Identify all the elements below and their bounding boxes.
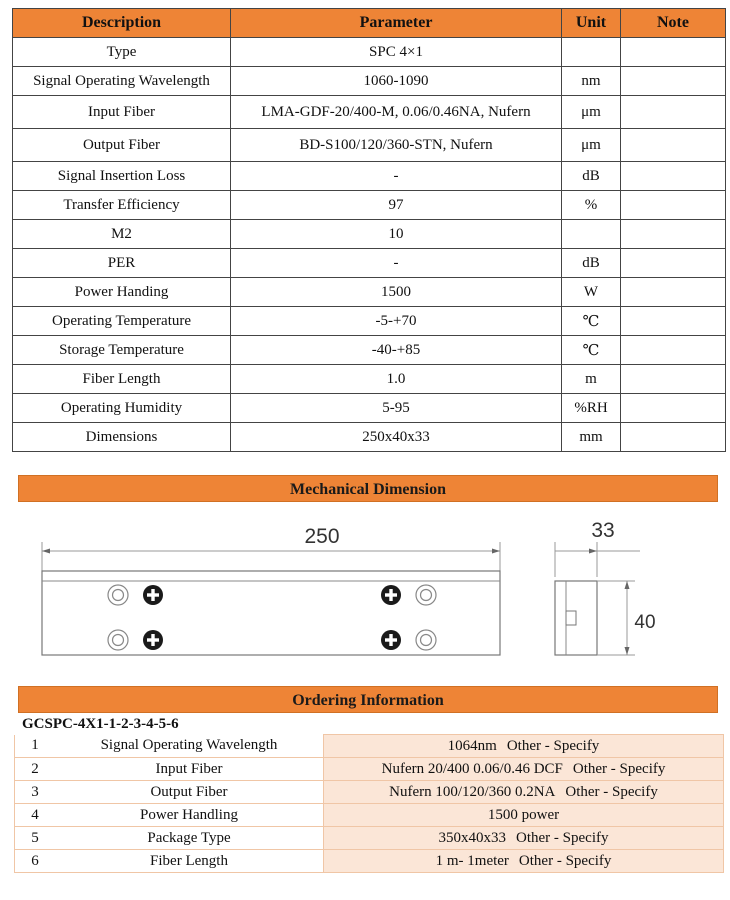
ordering-item: Package Type <box>55 827 324 850</box>
spec-parameter-cell: 10 <box>231 220 562 249</box>
spec-description-cell: Power Handing <box>13 278 231 307</box>
spec-description-cell: Transfer Efficiency <box>13 191 231 220</box>
spec-row <box>13 394 726 423</box>
height-arrow-bottom <box>625 647 630 655</box>
spec-unit-cell: W <box>562 278 621 307</box>
ordering-row <box>15 827 724 850</box>
ordering-value-cell <box>324 850 724 873</box>
spec-parameter-cell: 250x40x33 <box>231 423 562 452</box>
spec-description-cell: Storage Temperature <box>13 336 231 365</box>
ordering-number: 3 <box>15 781 56 804</box>
spec-description-cell: Operating Humidity <box>13 394 231 423</box>
spec-parameter-cell: 1.0 <box>231 365 562 394</box>
spec-note-cell <box>621 394 726 423</box>
spec-row <box>13 423 726 452</box>
depth-label: 33 <box>591 519 615 542</box>
ordering-value: 1064nm <box>447 737 497 754</box>
spec-table <box>12 8 726 452</box>
spec-row <box>13 191 726 220</box>
spec-unit-cell: % <box>562 191 621 220</box>
spec-unit-cell: dB <box>562 249 621 278</box>
ordering-value-cell <box>324 781 724 804</box>
spec-parameter-cell: -40-+85 <box>231 336 562 365</box>
ordering-row <box>15 781 724 804</box>
spec-parameter-cell: -5-+70 <box>231 307 562 336</box>
ordering-other: Other - Specify <box>506 737 600 754</box>
spec-description-cell: Fiber Length <box>13 365 231 394</box>
ordering-number: 5 <box>15 827 56 850</box>
ordering-item: Input Fiber <box>55 758 324 781</box>
arrow-right <box>492 549 500 554</box>
ordering-other: Other - Specify <box>572 760 666 777</box>
spec-row <box>13 96 726 129</box>
spec-description-cell: M2 <box>13 220 231 249</box>
ordering-value: Nufern 20/400 0.06/0.46 DCF <box>381 760 563 777</box>
spec-description-cell: Operating Temperature <box>13 307 231 336</box>
ordering-item: Fiber Length <box>55 850 324 873</box>
header-description: Description <box>13 9 231 38</box>
mechanical-dimension-bar: Mechanical Dimension <box>18 475 718 502</box>
ordering-other: Other - Specify <box>516 829 609 846</box>
ordering-other: Other - Specify <box>565 783 658 800</box>
spec-unit-cell: nm <box>562 67 621 96</box>
ordering-row <box>15 758 724 781</box>
spec-description-cell: Input Fiber <box>13 96 231 129</box>
spec-row <box>13 365 726 394</box>
spec-unit-cell <box>562 38 621 67</box>
spec-unit-cell: dB <box>562 162 621 191</box>
spec-parameter-cell: 1060-1090 <box>231 67 562 96</box>
spec-row <box>13 278 726 307</box>
spec-unit-cell <box>562 220 621 249</box>
ordering-value-cell <box>324 758 724 781</box>
spec-parameter-cell: - <box>231 162 562 191</box>
ordering-row <box>15 850 724 873</box>
spec-parameter-cell: 97 <box>231 191 562 220</box>
height-arrow-top <box>625 581 630 589</box>
length-label: 250 <box>304 525 340 548</box>
ordering-number: 4 <box>15 804 56 827</box>
spec-description-cell: Type <box>13 38 231 67</box>
mounting-hole <box>108 585 128 605</box>
spec-note-cell <box>621 191 726 220</box>
spec-note-cell <box>621 220 726 249</box>
spec-note-cell <box>621 336 726 365</box>
spec-row <box>13 307 726 336</box>
ordering-value-cell <box>324 735 724 758</box>
ordering-row <box>15 735 724 758</box>
spec-row <box>13 67 726 96</box>
ordering-item: Output Fiber <box>55 781 324 804</box>
spec-note-cell <box>621 129 726 162</box>
ordering-code: GCSPC-4X1-1-2-3-4-5-6 <box>22 716 179 732</box>
screw-icon <box>381 585 401 605</box>
spec-note-cell <box>621 38 726 67</box>
spec-parameter-cell: LMA-GDF-20/400-M, 0.06/0.46NA, Nufern <box>231 96 562 129</box>
spec-note-cell <box>621 162 726 191</box>
ordering-number: 2 <box>15 758 56 781</box>
spec-note-cell <box>621 249 726 278</box>
spec-description-cell: Dimensions <box>13 423 231 452</box>
depth-arrow <box>589 549 597 554</box>
ordering-information-bar: Ordering Information <box>18 686 718 713</box>
spec-header-row <box>13 9 726 38</box>
spec-unit-cell: ℃ <box>562 307 621 336</box>
ordering-number: 6 <box>15 850 56 873</box>
screw-icon <box>381 630 401 650</box>
spec-note-cell <box>621 96 726 129</box>
spec-note-cell <box>621 365 726 394</box>
ordering-value: Nufern 100/120/360 0.2NA <box>389 783 556 800</box>
spec-row <box>13 220 726 249</box>
spec-note-cell <box>621 423 726 452</box>
spec-row <box>13 38 726 67</box>
mounting-hole <box>416 585 436 605</box>
spec-row <box>13 336 726 365</box>
spec-parameter-cell: 5-95 <box>231 394 562 423</box>
ordering-item: Signal Operating Wavelength <box>55 735 324 758</box>
arrow-left <box>42 549 50 554</box>
header-note: Note <box>621 9 726 38</box>
header-unit: Unit <box>562 9 621 38</box>
ordering-value: 1500 power <box>487 806 560 823</box>
spec-parameter-cell: - <box>231 249 562 278</box>
spec-description-cell: Output Fiber <box>13 129 231 162</box>
side-view-connector <box>566 611 576 625</box>
spec-unit-cell: μm <box>562 129 621 162</box>
mounting-hole <box>108 630 128 650</box>
screw-icon <box>143 585 163 605</box>
ordering-value-cell <box>324 827 724 850</box>
spec-row <box>13 249 726 278</box>
spec-note-cell <box>621 307 726 336</box>
ordering-value: 1 m- 1meter <box>435 852 509 869</box>
spec-description-cell: PER <box>13 249 231 278</box>
spec-table-body <box>13 38 726 452</box>
ordering-row <box>15 804 724 827</box>
ordering-value: 350x40x33 <box>438 829 507 846</box>
spec-parameter-cell: 1500 <box>231 278 562 307</box>
ordering-number: 1 <box>15 735 56 758</box>
spec-description-cell: Signal Operating Wavelength <box>13 67 231 96</box>
height-label: 40 <box>634 612 656 633</box>
spec-parameter-cell: BD-S100/120/360-STN, Nufern <box>231 129 562 162</box>
spec-parameter-cell: SPC 4×1 <box>231 38 562 67</box>
spec-row <box>13 129 726 162</box>
spec-note-cell <box>621 67 726 96</box>
spec-unit-cell: μm <box>562 96 621 129</box>
ordering-item: Power Handling <box>55 804 324 827</box>
mechanical-drawing <box>0 515 730 675</box>
ordering-table-body <box>15 735 724 873</box>
ordering-value-cell <box>324 804 724 827</box>
spec-note-cell <box>621 278 726 307</box>
mounting-hole <box>416 630 436 650</box>
spec-description-cell: Signal Insertion Loss <box>13 162 231 191</box>
spec-unit-cell: ℃ <box>562 336 621 365</box>
ordering-other: Other - Specify <box>518 852 612 869</box>
spec-row <box>13 162 726 191</box>
header-parameter: Parameter <box>231 9 562 38</box>
spec-unit-cell: mm <box>562 423 621 452</box>
ordering-table <box>14 734 724 873</box>
screw-icon <box>143 630 163 650</box>
spec-unit-cell: m <box>562 365 621 394</box>
spec-unit-cell: %RH <box>562 394 621 423</box>
